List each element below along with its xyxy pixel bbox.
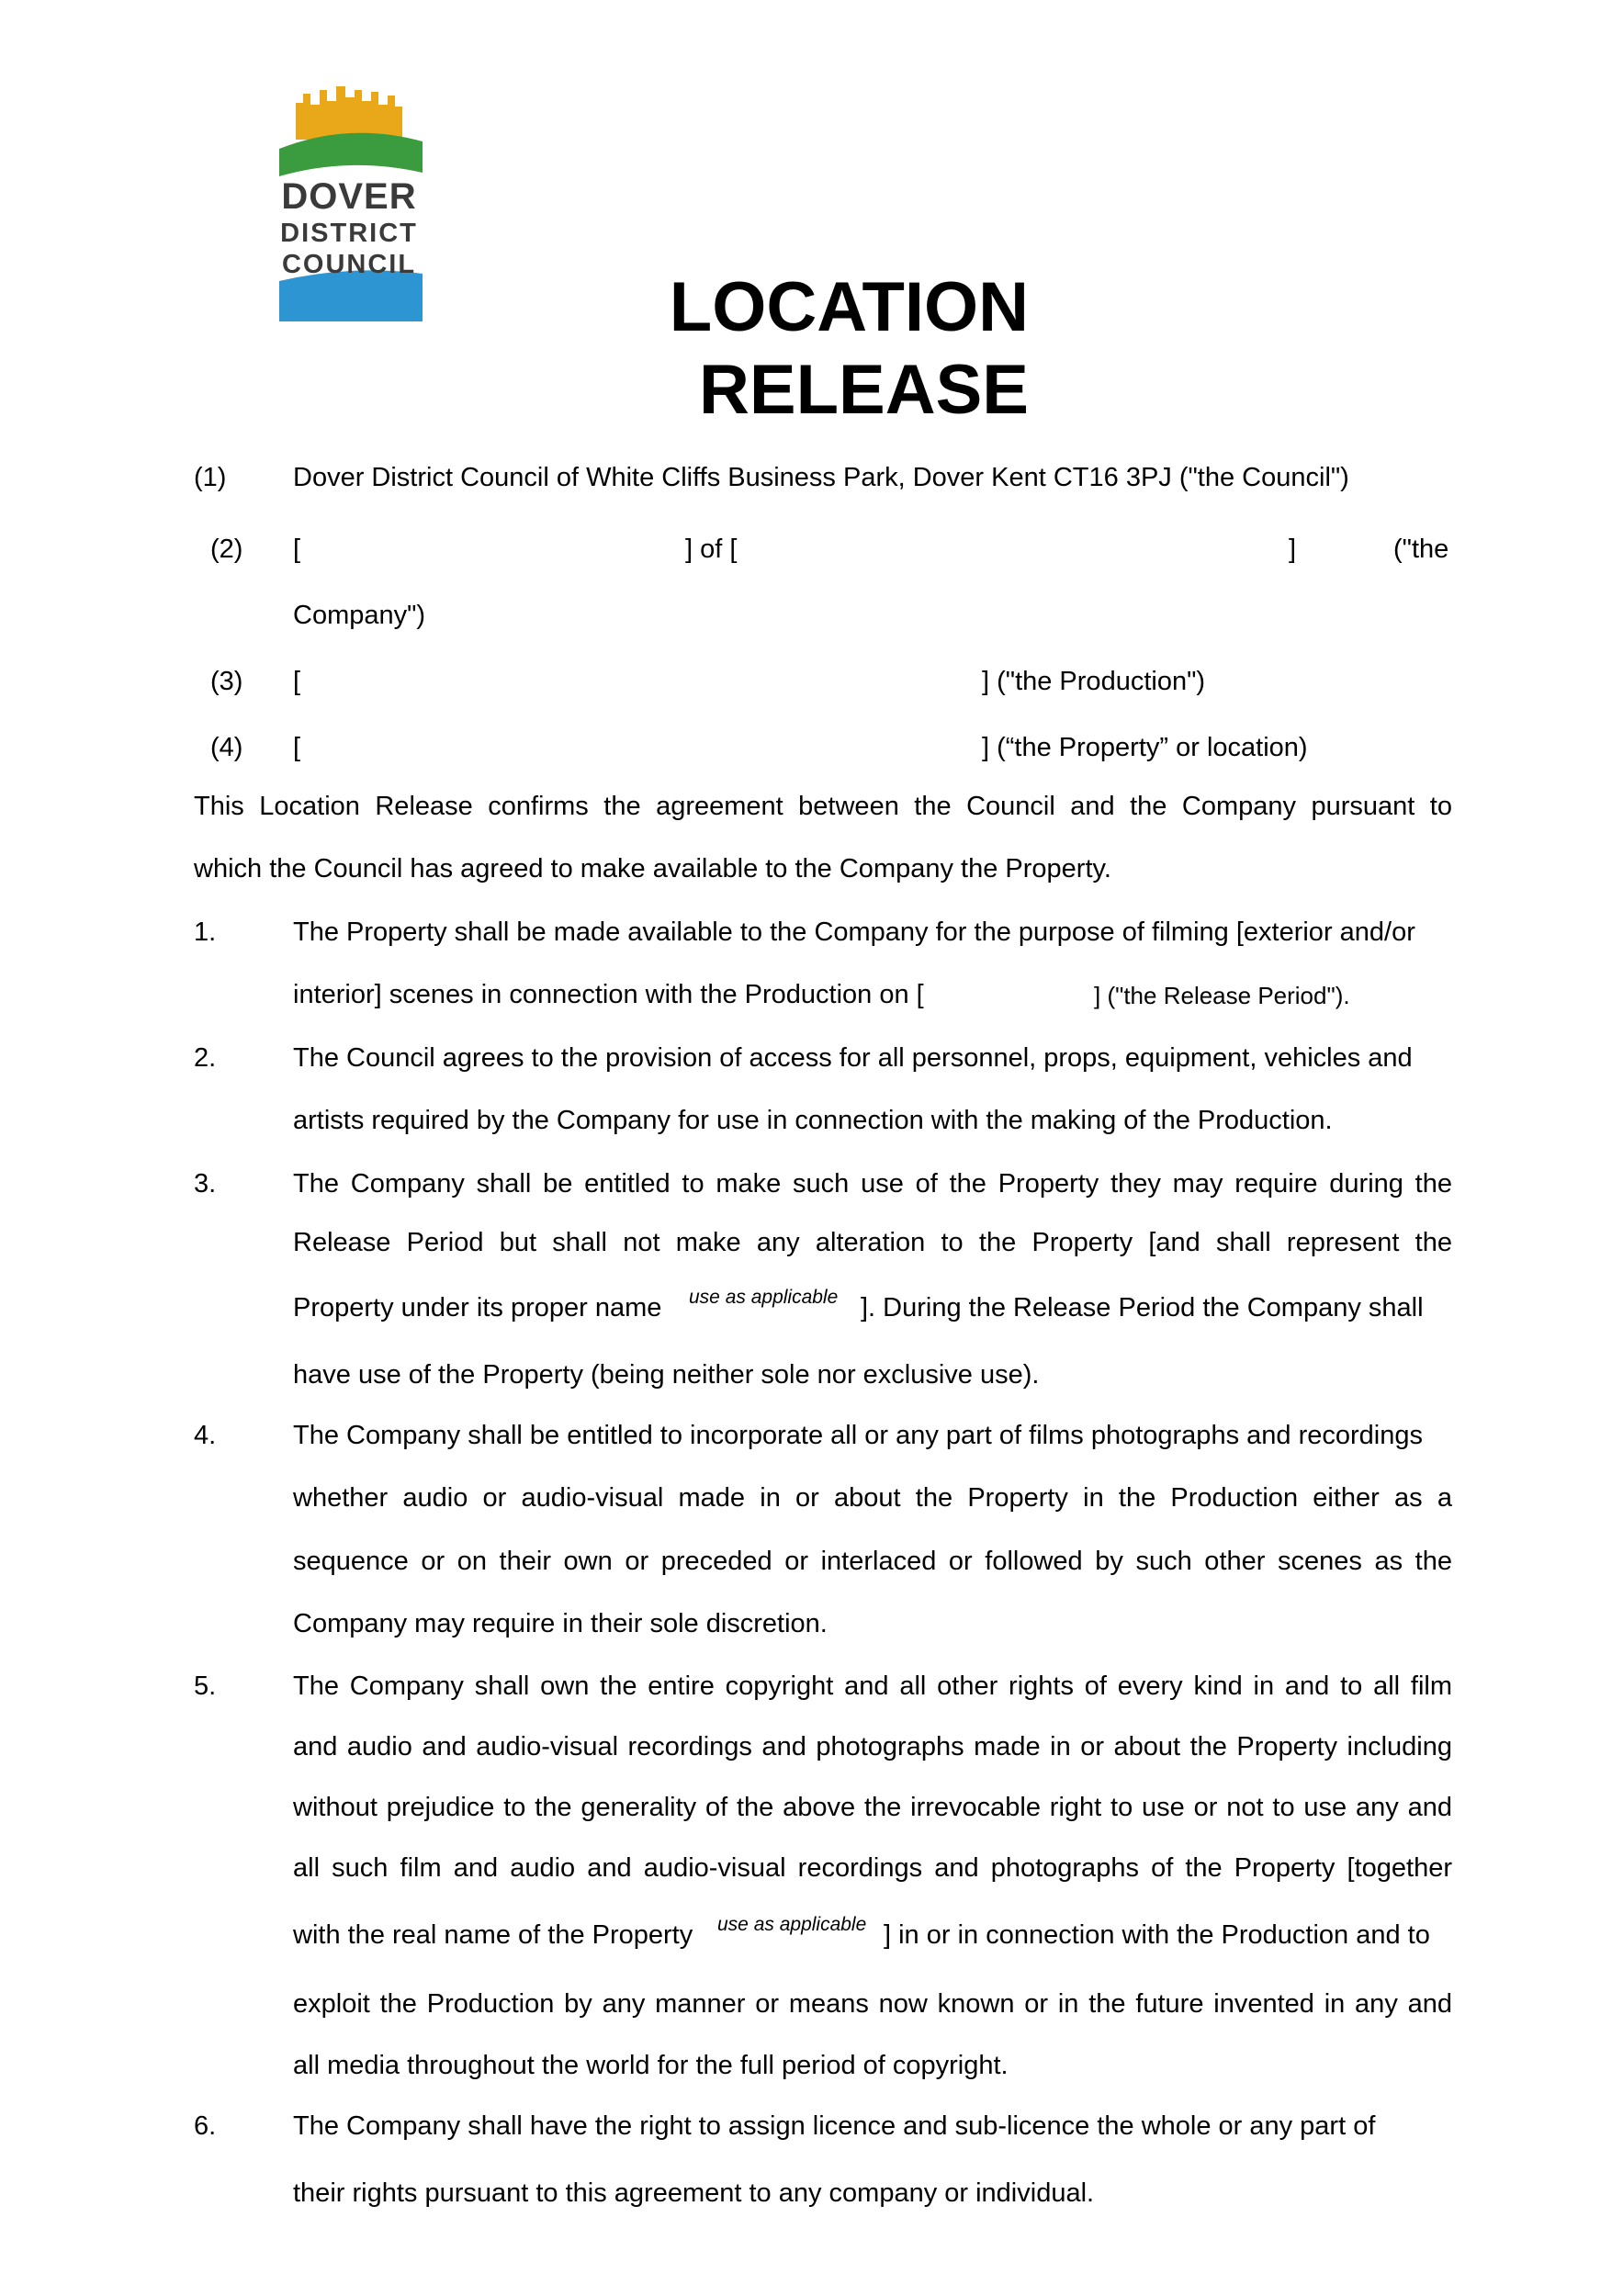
clause-2-line-1: The Council agrees to the provision of access for all personnel, props, equipment, vehicles and — [293, 1043, 1413, 1073]
party-2-tail: ("the — [1393, 535, 1449, 564]
clause-4-line-4: Company may require in their sole discretion. — [293, 1609, 828, 1638]
council-logo — [276, 84, 430, 332]
party-1-number: (1) — [194, 463, 227, 492]
clause-1-line-1: The Property shall be made available to the Company for the purpose of filming [exterior and/or — [293, 917, 1415, 947]
clause-5-line-3 — [293, 1791, 1452, 1824]
party-2-continuation: Company") — [293, 601, 426, 630]
clause-3-line-1-text: The Company shall be entitled to make such use of the Property they may require during the — [293, 1169, 1452, 1199]
intro-line-1-text: This Location Release confirms the agreement between the Council and the Company pursuant to — [194, 792, 1452, 821]
clause-5-line-5a: with the real name of the Property — [293, 1920, 693, 1950]
clause-3-sup-text: use as applicable — [689, 1287, 839, 1308]
clause-6-line-2: their rights pursuant to this agreement to any company or individual. — [293, 2178, 1095, 2208]
party-1-text: Dover District Council of White Cliffs Business Park, Dover Kent CT16 3PJ ("the Council") — [293, 463, 1349, 492]
clause-1-line-2b: ] ("the Release Period"). — [1094, 982, 1350, 1009]
clause-3-number: 3. — [194, 1169, 217, 1199]
clause-5-line-4-text: all such film and audio and audio-visual recordings and photographs of the Property [together — [293, 1853, 1452, 1883]
clause-5-line-1 — [293, 1670, 1452, 1703]
clause-1-line-2a: interior] scenes in connection with the Production on [ — [293, 980, 924, 1009]
clause-4-line-1: The Company shall be entitled to incorporate all or any part of films photographs and recordings — [293, 1421, 1423, 1450]
logo-text-council: COUNCIL — [281, 250, 417, 279]
party-2-open-bracket: [ — [293, 535, 301, 564]
clause-3-line-4: have use of the Property (being neither sole nor exclusive use). — [293, 1360, 1040, 1390]
title-line-1: LOCATION — [669, 268, 1029, 346]
clause-4-number: 4. — [194, 1421, 217, 1450]
clause-1-number: 1. — [194, 917, 217, 947]
clause-3-line-2-text: Release Period but shall not make any alteration to the Property [and shall represent the — [293, 1228, 1452, 1257]
clause-3-line-1 — [293, 1167, 1452, 1200]
logo-text-dover: DOVER — [281, 176, 417, 217]
clause-3-line-2 — [293, 1226, 1452, 1259]
logo-text-district: DISTRICT — [280, 219, 418, 248]
clause-5-line-2 — [293, 1730, 1452, 1763]
clause-4-line-3 — [293, 1545, 1452, 1578]
clause-5-line-5b: ] in or in connection with the Production and to — [884, 1920, 1430, 1950]
party-2-number: (2) — [210, 535, 243, 564]
clause-3-line-3a: Property under its proper name — [293, 1293, 662, 1322]
party-3-number: (3) — [210, 667, 243, 696]
party-4-number: (4) — [210, 733, 243, 762]
clause-5-line-3-text: without prejudice to the generality of the above the irrevocable right to use or not to use any and — [293, 1793, 1452, 1822]
castle-shape — [296, 86, 402, 140]
clause-4-line-2-text: whether audio or audio-visual made in or about the Property in the Production either as a — [293, 1483, 1452, 1513]
title-line-2: RELEASE — [699, 351, 1029, 429]
party-2-mid: ] of [ — [685, 535, 738, 564]
clause-5-line-6-text: exploit the Production by any manner or means now known or in the future invented in any and — [293, 1989, 1452, 2019]
clause-5-line-6 — [293, 1987, 1452, 2020]
clause-2-line-2: artists required by the Company for use in connection with the making of the Production. — [293, 1106, 1333, 1135]
clause-5-sup-text: use as applicable — [717, 1914, 867, 1935]
party-3-open-bracket: [ — [293, 667, 301, 696]
clause-2-number: 2. — [194, 1043, 217, 1073]
intro-line-1 — [194, 790, 1452, 823]
clause-4-line-2 — [293, 1481, 1452, 1514]
clause-6-number: 6. — [194, 2111, 217, 2141]
clause-4-line-3-text: sequence or on their own or preceded or interlaced or followed by such other scenes as the — [293, 1547, 1452, 1576]
intro-line-2: which the Council has agreed to make available to the Company the Property. — [194, 854, 1111, 884]
party-4-close: ] (“the Property” or location) — [982, 733, 1308, 762]
party-2-close-bracket: ] — [1289, 535, 1297, 564]
clause-6-line-1: The Company shall have the right to assign licence and sub-licence the whole or any part of — [293, 2111, 1376, 2141]
clause-5-line-7: all media throughout the world for the full period of copyright. — [293, 2051, 1009, 2080]
clause-5-number: 5. — [194, 1671, 217, 1701]
party-4-open-bracket: [ — [293, 733, 301, 762]
clause-3-line-3-superscript — [689, 1287, 839, 1327]
clause-3-line-3b: ]. During the Release Period the Company shall — [861, 1293, 1424, 1322]
clause-5-line-2-text: and audio and audio-visual recordings and photographs made in or about the Property including — [293, 1732, 1452, 1761]
clause-5-line-5-superscript — [717, 1914, 867, 1954]
page-title — [588, 266, 1029, 432]
clause-5-line-1-text: The Company shall own the entire copyright and all other rights of every kind in and to all film — [293, 1671, 1452, 1701]
party-3-close: ] ("the Production") — [982, 667, 1206, 696]
clause-5-line-4 — [293, 1851, 1452, 1885]
